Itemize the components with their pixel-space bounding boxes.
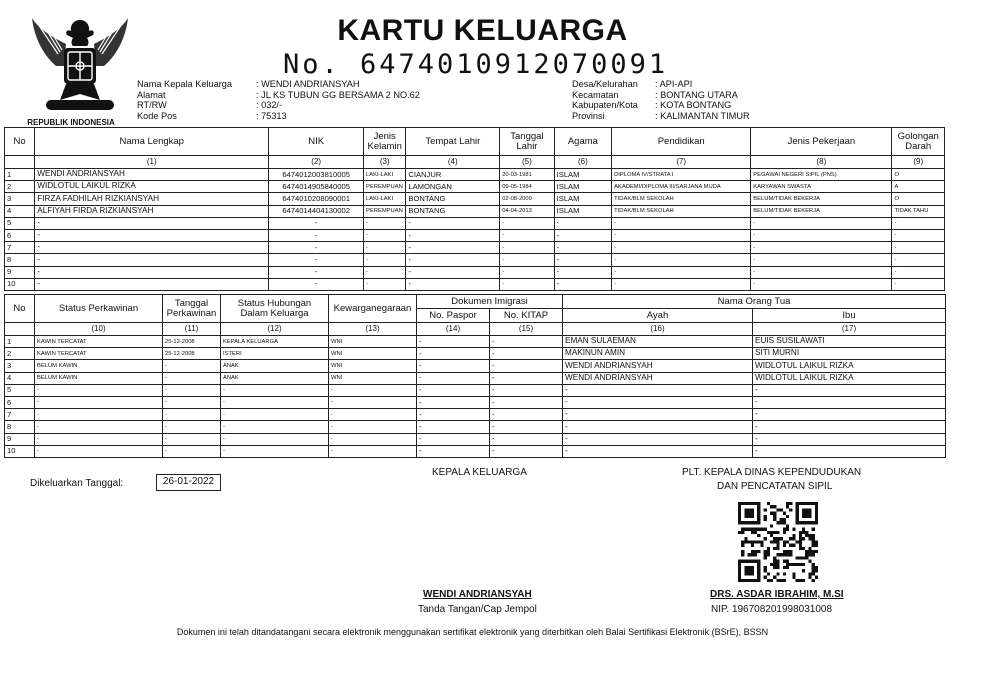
table-cell: - bbox=[417, 409, 490, 421]
table-row bbox=[5, 193, 945, 205]
table-cell: KEPALA KELUARGA bbox=[221, 336, 329, 348]
table-row bbox=[5, 409, 946, 421]
table-cell: 10 bbox=[5, 278, 35, 290]
index-cell: (5) bbox=[500, 156, 554, 169]
table-row bbox=[5, 372, 946, 384]
table-cell: LAMONGAN bbox=[406, 181, 500, 193]
table-cell: BONTANG bbox=[406, 193, 500, 205]
table-cell: - bbox=[554, 266, 611, 278]
table-cell: ANAK bbox=[221, 372, 329, 384]
table-cell: - bbox=[221, 421, 329, 433]
index-cell: (7) bbox=[612, 156, 751, 169]
col-header: Status Perkawinan bbox=[35, 295, 163, 323]
table-cell: - bbox=[554, 242, 611, 254]
table-cell: WIDLOTUL LAIKUL RIZKA bbox=[35, 181, 269, 193]
header-label: Nama Kepala Keluarga bbox=[137, 79, 232, 89]
table-cell: - bbox=[163, 409, 221, 421]
table-cell: - bbox=[417, 360, 490, 372]
table-cell: - bbox=[163, 445, 221, 457]
index-cell: (16) bbox=[563, 323, 753, 336]
table-cell: 4 bbox=[5, 372, 35, 384]
col-header: Jenis Pekerjaan bbox=[751, 128, 892, 156]
table-cell: PEREMPUAN bbox=[364, 181, 406, 193]
table-cell: - bbox=[892, 229, 945, 241]
table-cell: 25-12-2008 bbox=[163, 336, 221, 348]
col-header: Golongan Darah bbox=[892, 128, 945, 156]
table-cell: TIDAK TAHU bbox=[892, 205, 945, 217]
table-cell: - bbox=[35, 242, 269, 254]
table-row bbox=[5, 384, 946, 396]
col-header: Nama Orang Tua bbox=[563, 295, 946, 309]
table-row bbox=[5, 205, 945, 217]
col-header: Ayah bbox=[563, 309, 753, 323]
table-cell: - bbox=[364, 229, 406, 241]
table-cell: ANAK bbox=[221, 360, 329, 372]
header-value: : 032/- bbox=[256, 100, 283, 111]
table-cell: 6474014905840005 bbox=[269, 181, 364, 193]
table-cell: - bbox=[751, 254, 892, 266]
table-row bbox=[5, 360, 946, 372]
table-cell: - bbox=[500, 217, 554, 229]
table-cell: - bbox=[221, 384, 329, 396]
header-value: : JL KS TUBUN GG BERSAMA 2 NO.62 bbox=[256, 89, 420, 100]
table-cell: KAWIN TERCATAT bbox=[35, 348, 163, 360]
table-cell: 5 bbox=[5, 217, 35, 229]
table-cell: - bbox=[892, 278, 945, 290]
table-cell: KARYAWAN SWASTA bbox=[751, 181, 892, 193]
table-cell: BELUM KAWIN bbox=[35, 360, 163, 372]
signer2-nip: NIP. 196708201998031008 bbox=[711, 604, 833, 615]
table-row bbox=[5, 336, 946, 348]
table-cell: MAKINUN AMIN bbox=[563, 348, 753, 360]
index-cell: (1) bbox=[35, 156, 269, 169]
table-cell: - bbox=[490, 360, 563, 372]
table-cell: - bbox=[490, 433, 563, 445]
table-cell: - bbox=[35, 445, 163, 457]
table-cell: - bbox=[269, 254, 364, 266]
table-cell: 09-05-1984 bbox=[500, 181, 554, 193]
table-cell: 6 bbox=[5, 229, 35, 241]
col-header: Kewarganegaraan bbox=[329, 295, 417, 323]
table-cell: - bbox=[563, 433, 753, 445]
col-header: Tempat Lahir bbox=[406, 128, 500, 156]
table-cell: 2 bbox=[5, 348, 35, 360]
col-header: Dokumen Imigrasi bbox=[417, 295, 563, 309]
table-cell: - bbox=[364, 254, 406, 266]
col-header: No bbox=[5, 128, 35, 156]
table-cell: 1 bbox=[5, 169, 35, 181]
table-cell: - bbox=[554, 254, 611, 266]
col-header: Jenis Kelamin bbox=[364, 128, 406, 156]
index-cell bbox=[5, 323, 35, 336]
issued-date-label: Dikeluarkan Tanggal: bbox=[30, 478, 124, 489]
table-cell: - bbox=[406, 266, 500, 278]
table-cell: 9 bbox=[5, 433, 35, 445]
table-row bbox=[5, 433, 946, 445]
table-cell: - bbox=[221, 433, 329, 445]
col-header: No bbox=[5, 295, 35, 323]
table-cell: KAWIN TERCATAT bbox=[35, 336, 163, 348]
table-cell: WENDI ANDRIANSYAH bbox=[563, 360, 753, 372]
table-cell: WNI bbox=[329, 336, 417, 348]
table-cell: - bbox=[221, 409, 329, 421]
col-header: No. Paspor bbox=[417, 309, 490, 323]
table-cell: - bbox=[329, 396, 417, 408]
col-header: Agama bbox=[554, 128, 611, 156]
header-label: RT/RW bbox=[137, 100, 167, 111]
table-cell: WIDLOTUL LAIKUL RIZKA bbox=[753, 372, 946, 384]
col-header: Pendidikan bbox=[612, 128, 751, 156]
table-cell: PEGAWAI NEGERI SIPIL (PNS) bbox=[751, 169, 892, 181]
table-cell: - bbox=[417, 433, 490, 445]
table-cell: - bbox=[406, 278, 500, 290]
col-header: Ibu bbox=[753, 309, 946, 323]
table-cell: 8 bbox=[5, 254, 35, 266]
table-cell: - bbox=[406, 217, 500, 229]
header-label: Kode Pos bbox=[137, 110, 177, 121]
table-cell: - bbox=[35, 409, 163, 421]
table-cell: - bbox=[417, 372, 490, 384]
table-cell: - bbox=[753, 421, 946, 433]
table-cell: ISLAM bbox=[554, 169, 611, 181]
table-cell: - bbox=[753, 384, 946, 396]
table-cell: - bbox=[500, 254, 554, 266]
table-cell: - bbox=[329, 421, 417, 433]
table-cell: - bbox=[163, 421, 221, 433]
table-cell: - bbox=[269, 242, 364, 254]
index-cell: (8) bbox=[751, 156, 892, 169]
table-cell: - bbox=[163, 433, 221, 445]
table-cell: ISLAM bbox=[554, 205, 611, 217]
table-row bbox=[5, 266, 945, 278]
table-cell: DIPLOMA IV/STRATA I bbox=[612, 169, 751, 181]
table-cell: - bbox=[892, 254, 945, 266]
table-cell: - bbox=[269, 278, 364, 290]
table-cell: ISTERI bbox=[221, 348, 329, 360]
table-cell: 8 bbox=[5, 421, 35, 433]
table-cell: - bbox=[563, 396, 753, 408]
index-cell: (17) bbox=[753, 323, 946, 336]
table-cell: LAKI-LAKI bbox=[364, 169, 406, 181]
table-cell: - bbox=[329, 384, 417, 396]
table-cell: 1 bbox=[5, 336, 35, 348]
table-cell: ISLAM bbox=[554, 181, 611, 193]
table-cell: WIDLOTUL LAIKUL RIZKA bbox=[753, 360, 946, 372]
table-cell: - bbox=[364, 266, 406, 278]
index-cell: (11) bbox=[163, 323, 221, 336]
family-status-table bbox=[4, 294, 946, 458]
col-header: Tanggal Perkawinan bbox=[163, 295, 221, 323]
header-value: : 75313 bbox=[256, 110, 287, 121]
table-cell: - bbox=[753, 396, 946, 408]
table-cell: - bbox=[417, 445, 490, 457]
table-cell: - bbox=[329, 409, 417, 421]
table-cell: - bbox=[329, 445, 417, 457]
electronic-signature-note: Dokumen ini telah ditandatangani secara elektronik menggunakan sertifikat elektronik yang diterbitkan oleh Balai Sertifikasi Elektronik (BSrE), BSSN bbox=[176, 627, 769, 637]
index-cell: (4) bbox=[406, 156, 500, 169]
official-title-line1: PLT. KEPALA DINAS KEPENDUDUKAN bbox=[682, 467, 862, 478]
table-row bbox=[5, 217, 945, 229]
header-label: Kecamatan bbox=[572, 89, 619, 100]
table-cell: - bbox=[554, 278, 611, 290]
table-cell: 02-08-2009 bbox=[500, 193, 554, 205]
table-cell: - bbox=[163, 360, 221, 372]
table-cell: - bbox=[35, 396, 163, 408]
index-cell: (13) bbox=[329, 323, 417, 336]
table-cell: 3 bbox=[5, 360, 35, 372]
table-cell: BELUM KAWIN bbox=[35, 372, 163, 384]
table-row bbox=[5, 421, 946, 433]
table-cell: - bbox=[417, 396, 490, 408]
table-cell: - bbox=[163, 384, 221, 396]
table-cell: - bbox=[892, 217, 945, 229]
table-cell: - bbox=[563, 421, 753, 433]
issued-date-value: 26-01-2022 bbox=[156, 474, 221, 491]
table-cell: 7 bbox=[5, 242, 35, 254]
table-row bbox=[5, 348, 946, 360]
table-cell: - bbox=[612, 254, 751, 266]
table-cell: - bbox=[329, 433, 417, 445]
table-cell: SITI MURNI bbox=[753, 348, 946, 360]
table-cell: - bbox=[269, 229, 364, 241]
table-cell: - bbox=[490, 372, 563, 384]
table-cell: - bbox=[490, 421, 563, 433]
table-cell: BELUM/TIDAK BEKERJA bbox=[751, 193, 892, 205]
table-cell: - bbox=[35, 229, 269, 241]
table-cell: - bbox=[753, 433, 946, 445]
table-cell: 3 bbox=[5, 193, 35, 205]
table-row bbox=[5, 254, 945, 266]
page-title: KARTU KELUARGA bbox=[337, 14, 628, 47]
table-cell: - bbox=[406, 242, 500, 254]
table-cell: 6474014404130002 bbox=[269, 205, 364, 217]
table-cell: - bbox=[500, 266, 554, 278]
table-cell: - bbox=[500, 229, 554, 241]
table-row bbox=[5, 396, 946, 408]
official-title-line2: DAN PENCATATAN SIPIL bbox=[717, 481, 833, 492]
table-cell: - bbox=[417, 336, 490, 348]
table-cell: - bbox=[751, 278, 892, 290]
table-cell: TIDAK/BLM SEKOLAH bbox=[612, 193, 751, 205]
table-row bbox=[5, 445, 946, 457]
signer2-name: DRS. ASDAR IBRAHIM, M.SI bbox=[710, 589, 844, 600]
table-cell: - bbox=[35, 278, 269, 290]
table-cell: - bbox=[563, 409, 753, 421]
header-label: Kabupaten/Kota bbox=[572, 100, 638, 111]
table-cell: O bbox=[892, 169, 945, 181]
table-cell: EMAN SULAEMAN bbox=[563, 336, 753, 348]
garuda-emblem-icon bbox=[26, 14, 134, 118]
signer1-caption: Tanda Tangan/Cap Jempol bbox=[418, 604, 537, 615]
signer1-name: WENDI ANDRIANSYAH bbox=[423, 589, 532, 600]
index-cell: (3) bbox=[364, 156, 406, 169]
kk-number: No. 6474010912070091 bbox=[283, 49, 669, 80]
table-row bbox=[5, 229, 945, 241]
table-cell: WNI bbox=[329, 372, 417, 384]
table-cell: 6 bbox=[5, 396, 35, 408]
table-cell: - bbox=[612, 217, 751, 229]
table-cell: - bbox=[554, 217, 611, 229]
table-cell: A bbox=[892, 181, 945, 193]
header-value: : WENDI ANDRIANSYAH bbox=[256, 79, 360, 89]
table-cell: - bbox=[221, 396, 329, 408]
col-header: Nama Lengkap bbox=[35, 128, 269, 156]
table-cell: - bbox=[364, 278, 406, 290]
table-cell: - bbox=[417, 384, 490, 396]
table-row bbox=[5, 242, 945, 254]
index-cell: (10) bbox=[35, 323, 163, 336]
table-cell: - bbox=[753, 445, 946, 457]
table-cell: PEREMPUAN bbox=[364, 205, 406, 217]
table-cell: - bbox=[163, 372, 221, 384]
header-label: Alamat bbox=[137, 89, 166, 100]
header-value: : KOTA BONTANG bbox=[655, 100, 732, 111]
table-row bbox=[5, 169, 945, 181]
table-cell: - bbox=[892, 266, 945, 278]
table-cell: - bbox=[490, 336, 563, 348]
table-cell: AKADEMI/DIPLOMA III/SARJANA MUDA bbox=[612, 181, 751, 193]
table-cell: - bbox=[490, 384, 563, 396]
table-cell: 5 bbox=[5, 384, 35, 396]
table-cell: BONTANG bbox=[406, 205, 500, 217]
table-cell: 9 bbox=[5, 266, 35, 278]
header-value: : BONTANG UTARA bbox=[655, 89, 738, 100]
index-cell: (15) bbox=[490, 323, 563, 336]
table-cell: - bbox=[500, 242, 554, 254]
index-cell: (14) bbox=[417, 323, 490, 336]
kepala-keluarga-label: KEPALA KELUARGA bbox=[432, 467, 527, 478]
table-cell: - bbox=[490, 445, 563, 457]
index-cell: (2) bbox=[269, 156, 364, 169]
header-value: : API-API bbox=[655, 79, 693, 89]
header-right-values bbox=[655, 79, 750, 121]
table-cell: - bbox=[269, 266, 364, 278]
index-cell: (6) bbox=[554, 156, 611, 169]
table-cell: - bbox=[35, 421, 163, 433]
table-cell: - bbox=[35, 254, 269, 266]
table-cell: - bbox=[751, 229, 892, 241]
table-cell: WNI bbox=[329, 348, 417, 360]
col-header: NIK bbox=[269, 128, 364, 156]
table-cell: - bbox=[612, 278, 751, 290]
table-cell: - bbox=[751, 242, 892, 254]
index-cell bbox=[5, 156, 35, 169]
table-cell: 6474010208090001 bbox=[269, 193, 364, 205]
table-cell: - bbox=[563, 384, 753, 396]
header-label: Provinsi bbox=[572, 110, 605, 121]
index-cell: (12) bbox=[221, 323, 329, 336]
table-cell: - bbox=[490, 409, 563, 421]
table-cell: - bbox=[364, 217, 406, 229]
col-header: Tanggal Lahir bbox=[500, 128, 554, 156]
family-members-table bbox=[4, 127, 945, 291]
table-cell: - bbox=[500, 278, 554, 290]
table-cell: CIANJUR bbox=[406, 169, 500, 181]
index-cell: (9) bbox=[892, 156, 945, 169]
table-cell: - bbox=[612, 266, 751, 278]
table-cell: - bbox=[269, 217, 364, 229]
header-left-values bbox=[256, 79, 420, 121]
table-cell: - bbox=[417, 348, 490, 360]
header-label: Desa/Kelurahan bbox=[572, 79, 638, 89]
header-right-labels bbox=[572, 79, 638, 121]
country-label: REPUBLIK INDONESIA bbox=[27, 118, 115, 127]
table-cell: - bbox=[35, 266, 269, 278]
table-row bbox=[5, 181, 945, 193]
table-cell: - bbox=[406, 254, 500, 266]
table-cell: WNI bbox=[329, 360, 417, 372]
header-left-labels bbox=[137, 79, 232, 121]
table-cell: BELUM/TIDAK BEKERJA bbox=[751, 205, 892, 217]
table-row bbox=[5, 278, 945, 290]
table-cell: - bbox=[406, 229, 500, 241]
header-value: : KALIMANTAN TIMUR bbox=[655, 110, 750, 121]
table-cell: WENDI ANDRIANSYAH bbox=[563, 372, 753, 384]
table-cell: FIRZA FADHILAH RIZKIANSYAH bbox=[35, 193, 269, 205]
table-cell: - bbox=[751, 217, 892, 229]
table-cell: - bbox=[35, 217, 269, 229]
table-cell: - bbox=[554, 229, 611, 241]
table-cell: - bbox=[751, 266, 892, 278]
table-cell: - bbox=[490, 348, 563, 360]
table-cell: 7 bbox=[5, 409, 35, 421]
table-cell: EUIS SUSILAWATI bbox=[753, 336, 946, 348]
table-cell: ALFIYAH FIRDA RIZKIANSYAH bbox=[35, 205, 269, 217]
table-cell: LAKI-LAKI bbox=[364, 193, 406, 205]
table-cell: 6474012003810005 bbox=[269, 169, 364, 181]
table-cell: - bbox=[35, 433, 163, 445]
table-cell: - bbox=[163, 396, 221, 408]
table-cell: 04-04-2013 bbox=[500, 205, 554, 217]
table-cell: - bbox=[563, 445, 753, 457]
table-cell: - bbox=[612, 229, 751, 241]
table-cell: - bbox=[892, 242, 945, 254]
table-cell: 20-03-1981 bbox=[500, 169, 554, 181]
table-cell: ISLAM bbox=[554, 193, 611, 205]
col-header: Status Hubungan Dalam Keluarga bbox=[221, 295, 329, 323]
table-cell: 10 bbox=[5, 445, 35, 457]
table-cell: 4 bbox=[5, 205, 35, 217]
table-cell: - bbox=[221, 445, 329, 457]
table-cell: WENDI ANDRIANSYAH bbox=[35, 169, 269, 181]
table-cell: O bbox=[892, 193, 945, 205]
table-cell: - bbox=[490, 396, 563, 408]
col-header: No. KITAP bbox=[490, 309, 563, 323]
table-cell: 25-12-2008 bbox=[163, 348, 221, 360]
table-cell: - bbox=[612, 242, 751, 254]
table-cell: 2 bbox=[5, 181, 35, 193]
table-cell: - bbox=[35, 384, 163, 396]
table-cell: - bbox=[364, 242, 406, 254]
table-cell: TIDAK/BLM SEKOLAH bbox=[612, 205, 751, 217]
table-cell: - bbox=[753, 409, 946, 421]
qr-code-icon bbox=[738, 502, 818, 582]
table-cell: - bbox=[417, 421, 490, 433]
